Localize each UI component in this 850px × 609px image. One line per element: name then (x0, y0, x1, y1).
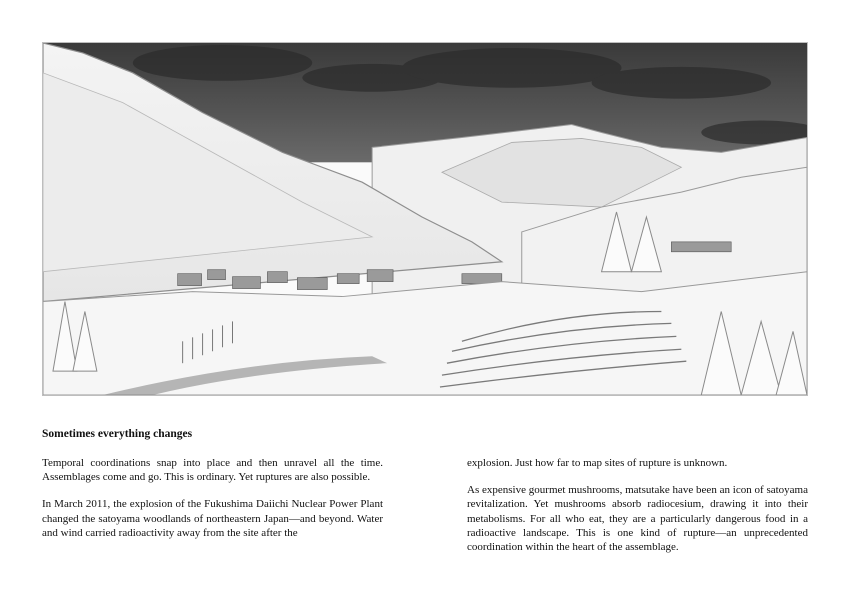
paragraph: Temporal coordinations snap into place and then unravel all the time. Assemblages come and go. This is ordinary. Yet ruptures are also possible. (42, 457, 383, 484)
paragraph: As expensive gourmet mushrooms, matsutake have been an icon of satoyama revitalization. Yet mushrooms absorb radiocesium, drawing it into their metabolisms. For all who eat, they are a particularly dangerous food in a radioactive landscape. This is one kind of rupture—an unprecedented coordination within the heart of the assemblage. (467, 484, 808, 554)
paragraph: explosion. Just how far to map sites of rupture is unknown. (467, 457, 728, 469)
landscape-svg (43, 43, 807, 395)
landscape-illustration (42, 42, 808, 396)
text-column-right (467, 456, 808, 567)
paragraph: In March 2011, the explosion of the Fukushima Daiichi Nuclear Power Plant changed the satoyama woodlands of northeastern Japan—and beyond. Water and wind carried radioactivity away from the site after the (42, 498, 383, 539)
section-heading: Sometimes everything changes (42, 428, 193, 440)
text-column-left (42, 456, 383, 553)
